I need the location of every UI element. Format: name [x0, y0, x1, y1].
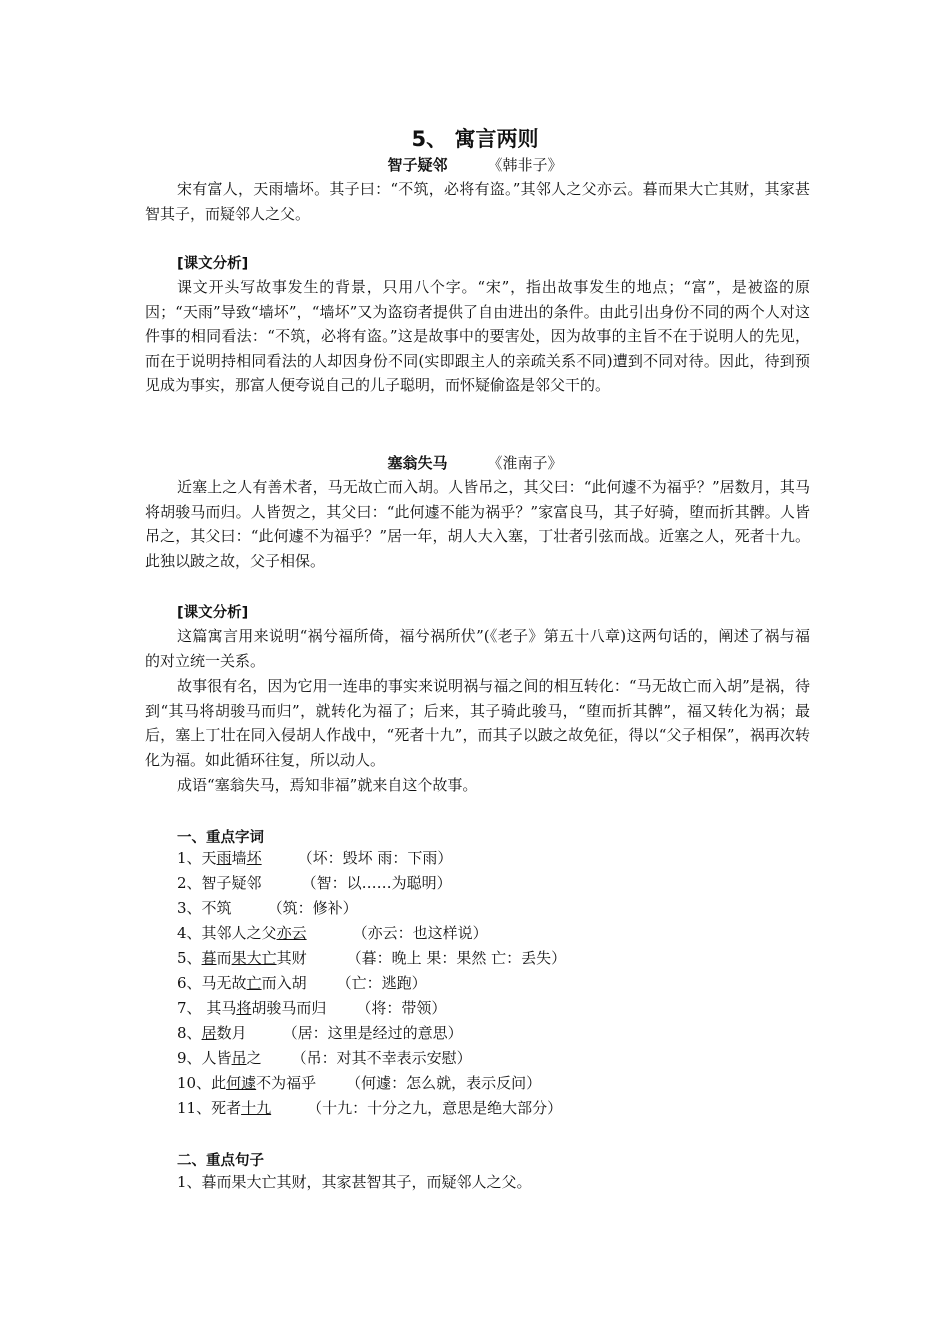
vocab-item	[177, 946, 817, 971]
sentence-item: 1、暮而果大亡其财，其家甚智其子，而疑邻人之父。	[177, 1173, 532, 1191]
vocab-item	[177, 846, 817, 871]
vocab-key-word: 坏	[246, 849, 262, 867]
story1-text: 宋有富人，天雨墙坏。其子曰：“不筑，必将有盗。”其邻人之父亦云。暮而果大亡其财，其家甚智其子，而疑邻人之父。	[145, 180, 810, 223]
story2-name: 塞翁失马	[387, 454, 448, 472]
vocab-key-word: 何遽	[226, 1074, 257, 1092]
vocab-text: 而	[216, 949, 232, 967]
vocab-note: （何遽：怎么就，表示反问）	[346, 1074, 542, 1092]
vocab-text: 数月	[216, 1024, 247, 1042]
sentence-list	[177, 1170, 817, 1195]
vocab-note: （吊：对其不幸表示安慰）	[291, 1049, 472, 1067]
story2-heading	[0, 452, 950, 473]
vocab-key-word: 雨	[216, 849, 232, 867]
vocab-key-word: 亡	[246, 974, 262, 992]
vocab-key-word: 居	[201, 1024, 217, 1042]
vocab-note: （居：这里是经过的意思）	[282, 1024, 463, 1042]
vocab-item	[177, 871, 817, 896]
vocab-note: （将：带领）	[356, 999, 447, 1017]
vocab-item	[177, 1021, 817, 1046]
vocab-text: 其财	[276, 949, 307, 967]
vocab-text: 马无故	[201, 974, 247, 992]
story1-source: 《韩非子》	[487, 156, 563, 174]
vocab-item	[177, 921, 817, 946]
vocab-text: 7、	[177, 999, 202, 1017]
vocab-note: （智：以……为聪明）	[301, 874, 452, 892]
vocab-text: 9、	[177, 1049, 202, 1067]
story1-heading	[0, 154, 950, 175]
vocab-text: 天	[201, 849, 217, 867]
vocab-text: 5、	[177, 949, 202, 967]
vocab-text: 1、	[177, 849, 202, 867]
page-title: 5、 寓言两则	[411, 127, 539, 151]
vocab-text: 此	[211, 1074, 227, 1092]
vocab-item	[177, 971, 817, 996]
vocab-note: （十九：十分之九，意思是绝大部分）	[307, 1099, 563, 1117]
vocab-text: 6、	[177, 974, 202, 992]
vocab-item	[177, 896, 817, 921]
vocab-text: 死者	[211, 1099, 242, 1117]
vocab-item	[177, 1071, 817, 1096]
vocab-note: （坏：毁坏 雨：下雨）	[297, 849, 453, 867]
vocab-text: 2、	[177, 874, 202, 892]
vocab-item	[177, 1096, 817, 1121]
section1-heading: 一、重点字词	[177, 830, 264, 846]
vocab-text: 墙	[231, 849, 247, 867]
vocab-text: 3、	[177, 899, 202, 917]
story1-name: 智子疑邻	[387, 156, 448, 174]
vocab-item	[177, 996, 817, 1021]
vocab-text: 而入胡	[261, 974, 307, 992]
vocab-key-word: 十九	[241, 1099, 272, 1117]
vocab-list	[177, 846, 817, 1121]
vocab-key-word: 暮	[201, 949, 217, 967]
vocab-text: 4、	[177, 924, 202, 942]
vocab-text: 10、	[177, 1074, 212, 1092]
vocab-note: （筑：修补）	[267, 899, 358, 917]
section2-heading: 二、重点句子	[177, 1153, 264, 1169]
vocab-key-word: 亦云	[276, 924, 307, 942]
vocab-text: 11、	[177, 1099, 212, 1117]
vocab-text: 之	[246, 1049, 262, 1067]
story1-analysis: 课文开头写故事发生的背景，只用八个字。“宋”，指出故事发生的地点；“富”，是被盗的原因；“天雨”导致“墙坏”，“墙坏”又为盗窃者提供了自由进出的条件。由此引出身份不同的两个人对这件事的相同看法：“不筑，必将有盗。”这是故事中的要害处，因为故事的主旨不在于说明人的先见，而在于说明持相同看法的人却因身份不同(实即跟主人的亲疏关系不同)遭到不同对待。因此，待到预见成为事实，那富人便夸说自己的儿子聪明，而怀疑偷盗是邻父干的。	[145, 278, 810, 394]
vocab-text: 人皆	[201, 1049, 232, 1067]
story1-analysis-label: [课文分析]	[177, 256, 249, 272]
story2-text: 近塞上之人有善术者，马无故亡而入胡。人皆吊之，其父曰：“此何遽不为福乎？”居数月，其马将胡骏马而归。人皆贺之，其父曰：“此何遽不能为祸乎？”家富良马，其子好骑，堕而折其髀。人皆吊之，其父曰：“此何遽不为福乎？”居一年，胡人大入塞，丁壮者引弦而战。近塞之人，死者十九。此独以跛之故，父子相保。	[145, 478, 810, 570]
vocab-text: 其邻人之父	[201, 924, 277, 942]
vocab-text: 智子疑邻	[201, 874, 262, 892]
vocab-note: （暮：晚上 果：果然 亡：丢失）	[346, 949, 567, 967]
vocab-text: 胡骏马而归	[251, 999, 327, 1017]
vocab-text: 不筑	[201, 899, 232, 917]
story2-analysis-3: 成语“塞翁失马，焉知非福”就来自这个故事。	[177, 776, 478, 794]
vocab-key-word: 果大亡	[231, 949, 277, 967]
story2-source: 《淮南子》	[487, 454, 563, 472]
vocab-text: 8、	[177, 1024, 202, 1042]
vocab-item	[177, 1046, 817, 1071]
vocab-note: （亡：逃跑）	[336, 974, 427, 992]
story2-analysis-1: 这篇寓言用来说明“祸兮福所倚，福兮祸所伏”(《老子》第五十八章)这两句话的，阐述了祸与福的对立统一关系。	[145, 627, 810, 670]
story2-analysis-label: [课文分析]	[177, 605, 249, 621]
vocab-note: （亦云：也这样说）	[352, 924, 488, 942]
story2-analysis-2: 故事很有名，因为它用一连串的事实来说明祸与福之间的相互转化：“马无故亡而入胡”是祸，待到“其马将胡骏马而归”，就转化为福了；后来，其子骑此骏马，“堕而折其髀”，福又转化为祸；最后，塞上丁壮在同入侵胡人作战中，“死者十九”，而其子以跛之故免征，得以“父子相保”，祸再次转化为福。如此循环往复，所以动人。	[145, 677, 810, 769]
vocab-text: 不为福乎	[256, 1074, 317, 1092]
vocab-text: 其马	[201, 999, 237, 1017]
vocab-key-word: 吊	[231, 1049, 247, 1067]
vocab-key-word: 将	[236, 999, 252, 1017]
